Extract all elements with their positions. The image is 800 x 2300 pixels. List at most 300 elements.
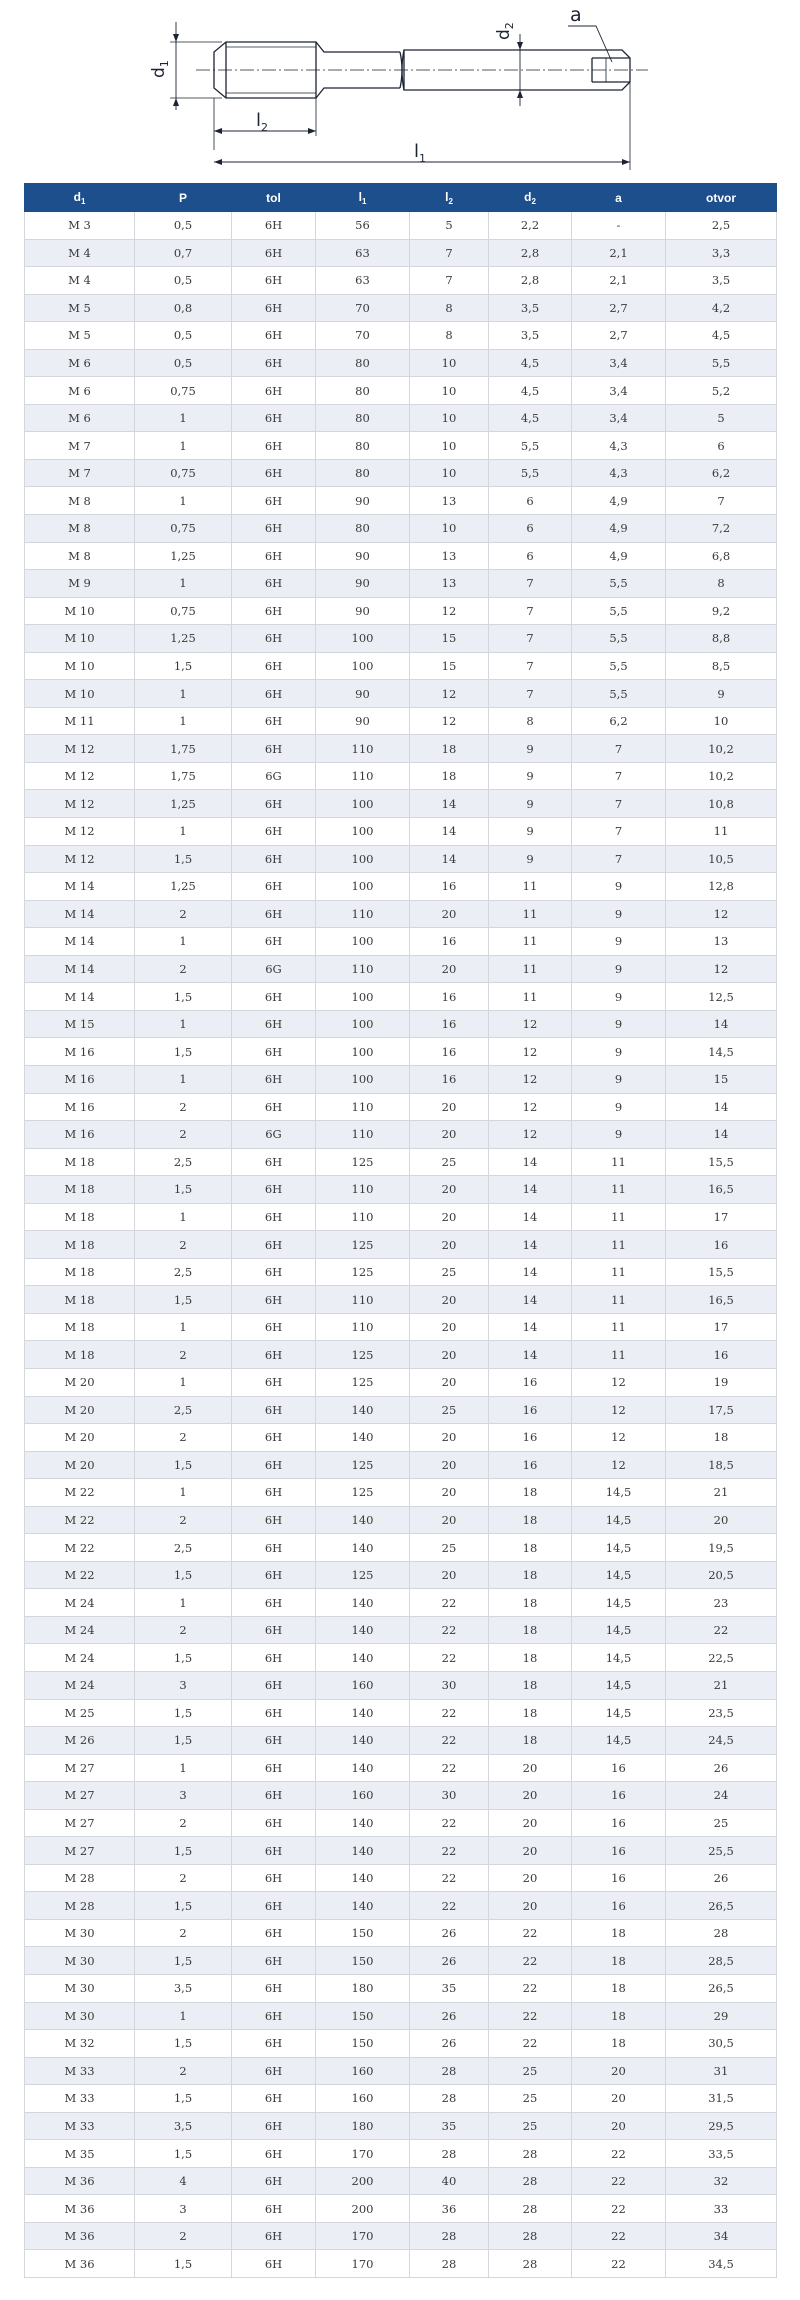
table-row [25, 1644, 777, 1672]
col-pitch-cell: 2,5 [135, 1396, 232, 1424]
col-pitch-cell: 2 [135, 1506, 232, 1534]
col-pitch-cell: 1 [135, 1065, 232, 1093]
col-l1-cell: 80 [316, 459, 410, 487]
col-d2-cell: 14 [489, 1313, 572, 1341]
col-hole-cell: 21 [666, 1479, 777, 1507]
col-a-cell: 9 [572, 1010, 666, 1038]
col-l2-cell: 18 [410, 762, 489, 790]
col-tolerance-cell: 6H [232, 239, 316, 267]
col-pitch-cell: 1,25 [135, 625, 232, 653]
col-d1-cell: M 18 [25, 1176, 135, 1204]
col-tolerance-cell: 6H [232, 1231, 316, 1259]
col-l1-cell: 140 [316, 1699, 410, 1727]
col-l2-cell: 28 [410, 2140, 489, 2168]
col-l2-cell: 26 [410, 2030, 489, 2058]
col-d1-cell: M 6 [25, 377, 135, 405]
col-a-cell: 20 [572, 2057, 666, 2085]
col-l2-cell: 16 [410, 983, 489, 1011]
col-pitch-cell: 1 [135, 1754, 232, 1782]
table-row [25, 1203, 777, 1231]
col-d2-cell: 7 [489, 625, 572, 653]
col-d1-cell: M 20 [25, 1451, 135, 1479]
col-hole-cell: 20,5 [666, 1561, 777, 1589]
col-l1-cell: 150 [316, 1947, 410, 1975]
col-d1-cell: M 33 [25, 2057, 135, 2085]
col-tolerance-cell: 6H [232, 2250, 316, 2278]
col-pitch-cell: 1 [135, 404, 232, 432]
col-d1-cell: M 14 [25, 873, 135, 901]
col-d1-cell: M 5 [25, 294, 135, 322]
col-d2-cell: 11 [489, 928, 572, 956]
col-hole-cell: 31,5 [666, 2085, 777, 2113]
col-l2-cell: 40 [410, 2167, 489, 2195]
col-pitch-cell: 1 [135, 2002, 232, 2030]
col-d2-cell: 20 [489, 1892, 572, 1920]
col-l1-cell: 200 [316, 2167, 410, 2195]
col-pitch-cell: 1 [135, 432, 232, 460]
col-d2-cell: 18 [489, 1671, 572, 1699]
table-row [25, 2222, 777, 2250]
table-row [25, 1864, 777, 1892]
col-hole-cell: 14 [666, 1093, 777, 1121]
col-tolerance-cell: 6H [232, 1975, 316, 2003]
col-pitch-header [135, 184, 232, 212]
col-d1-cell: M 12 [25, 790, 135, 818]
col-pitch-cell: 4 [135, 2167, 232, 2195]
col-a-cell: 20 [572, 2112, 666, 2140]
col-d1-cell: M 18 [25, 1203, 135, 1231]
col-l1-cell: 100 [316, 1010, 410, 1038]
col-pitch-cell: 1 [135, 1203, 232, 1231]
col-d2-cell: 3,5 [489, 294, 572, 322]
col-pitch-cell: 1,5 [135, 1837, 232, 1865]
col-d2-cell: 12 [489, 1121, 572, 1149]
col-pitch-cell: 1,25 [135, 790, 232, 818]
col-d2-cell: 28 [489, 2222, 572, 2250]
col-pitch-cell: 2 [135, 1864, 232, 1892]
col-d2-cell: 2,8 [489, 239, 572, 267]
col-d2-cell: 6 [489, 487, 572, 515]
table-row [25, 1892, 777, 1920]
table-row [25, 1699, 777, 1727]
col-tolerance-cell: 6H [232, 2222, 316, 2250]
col-tolerance-cell: 6H [232, 542, 316, 570]
col-l1-cell: 90 [316, 542, 410, 570]
table-row [25, 212, 777, 240]
col-tolerance-cell: 6H [232, 1919, 316, 1947]
col-l1-cell: 100 [316, 928, 410, 956]
col-d1-cell: M 18 [25, 1231, 135, 1259]
col-l2-cell: 28 [410, 2250, 489, 2278]
table-row [25, 377, 777, 405]
col-d1-header [25, 184, 135, 212]
col-l1-cell: 140 [316, 1616, 410, 1644]
col-tolerance-cell: 6H [232, 1148, 316, 1176]
col-a-cell: 16 [572, 1892, 666, 1920]
header-subscript: 2 [531, 196, 536, 206]
col-l2-cell: 10 [410, 459, 489, 487]
col-a-cell: 11 [572, 1258, 666, 1286]
col-a-cell: 2,1 [572, 267, 666, 295]
table-row [25, 735, 777, 763]
col-d1-cell: M 24 [25, 1589, 135, 1617]
table-row [25, 294, 777, 322]
col-pitch-cell: 3,5 [135, 1975, 232, 2003]
table-row [25, 1975, 777, 2003]
col-d2-cell: 5,5 [489, 432, 572, 460]
col-pitch-cell: 1,5 [135, 2085, 232, 2113]
col-a-cell: 4,9 [572, 515, 666, 543]
col-d1-cell: M 9 [25, 570, 135, 598]
table-row [25, 459, 777, 487]
a-label: a [570, 4, 582, 26]
col-tolerance-cell: 6G [232, 762, 316, 790]
col-l2-cell: 16 [410, 873, 489, 901]
table-row [25, 2085, 777, 2113]
col-a-cell: 14,5 [572, 1506, 666, 1534]
col-d2-cell: 8 [489, 707, 572, 735]
col-d1-cell: M 28 [25, 1892, 135, 1920]
col-l2-cell: 13 [410, 542, 489, 570]
header-label: a [615, 190, 622, 205]
col-pitch-cell: 2 [135, 2057, 232, 2085]
col-pitch-cell: 1,5 [135, 1176, 232, 1204]
col-d2-header [489, 184, 572, 212]
col-l1-cell: 110 [316, 1121, 410, 1149]
col-d2-cell: 20 [489, 1809, 572, 1837]
header-label: tol [266, 190, 281, 205]
col-hole-cell: 14,5 [666, 1038, 777, 1066]
col-d2-cell: 11 [489, 873, 572, 901]
table-row [25, 1479, 777, 1507]
col-l1-cell: 125 [316, 1368, 410, 1396]
col-d2-cell: 14 [489, 1258, 572, 1286]
col-pitch-cell: 2 [135, 1919, 232, 1947]
col-hole-cell: 24 [666, 1782, 777, 1810]
col-l1-cell: 100 [316, 818, 410, 846]
col-d1-cell: M 12 [25, 845, 135, 873]
col-d1-cell: M 10 [25, 597, 135, 625]
col-hole-cell: 33 [666, 2195, 777, 2223]
col-l2-cell: 22 [410, 1809, 489, 1837]
col-l1-cell: 90 [316, 597, 410, 625]
table-row [25, 983, 777, 1011]
col-l2-cell: 26 [410, 1947, 489, 1975]
col-l2-cell: 28 [410, 2057, 489, 2085]
table-row [25, 1534, 777, 1562]
table-row [25, 900, 777, 928]
col-d2-cell: 11 [489, 900, 572, 928]
col-hole-cell: 17 [666, 1313, 777, 1341]
col-d1-cell: M 26 [25, 1727, 135, 1755]
table-row [25, 570, 777, 598]
col-hole-cell: 13 [666, 928, 777, 956]
col-tolerance-cell: 6H [232, 1727, 316, 1755]
col-a-cell: 9 [572, 873, 666, 901]
col-d2-cell: 12 [489, 1093, 572, 1121]
col-d2-cell: 20 [489, 1754, 572, 1782]
col-pitch-cell: 1,5 [135, 1727, 232, 1755]
col-tolerance-cell: 6H [232, 377, 316, 405]
col-d1-cell: M 27 [25, 1809, 135, 1837]
col-l2-cell: 28 [410, 2222, 489, 2250]
col-l1-cell: 160 [316, 1782, 410, 1810]
col-l1-cell: 140 [316, 1424, 410, 1452]
col-l1-cell: 125 [316, 1479, 410, 1507]
col-tolerance-cell: 6H [232, 1782, 316, 1810]
col-l2-cell: 12 [410, 680, 489, 708]
col-l2-cell: 5 [410, 212, 489, 240]
col-pitch-cell: 1 [135, 818, 232, 846]
l1-label: $l_1$ [414, 141, 427, 165]
col-d2-cell: 22 [489, 1947, 572, 1975]
table-row [25, 1616, 777, 1644]
col-hole-cell: 23,5 [666, 1699, 777, 1727]
col-d1-cell: M 22 [25, 1506, 135, 1534]
col-l1-cell: 110 [316, 1286, 410, 1314]
col-d2-cell: 16 [489, 1368, 572, 1396]
table-row [25, 707, 777, 735]
col-d2-cell: 2,8 [489, 267, 572, 295]
col-l1-cell: 140 [316, 1727, 410, 1755]
col-pitch-cell: 3 [135, 2195, 232, 2223]
col-d1-cell: M 10 [25, 652, 135, 680]
col-a-cell: 20 [572, 2085, 666, 2113]
col-tolerance-cell: 6H [232, 212, 316, 240]
table-row [25, 1368, 777, 1396]
col-hole-cell: 24,5 [666, 1727, 777, 1755]
col-pitch-cell: 1 [135, 1589, 232, 1617]
col-d1-cell: M 14 [25, 900, 135, 928]
col-d1-cell: M 28 [25, 1864, 135, 1892]
col-tolerance-cell: 6H [232, 515, 316, 543]
col-l1-cell: 160 [316, 1671, 410, 1699]
col-a-cell: 3,4 [572, 404, 666, 432]
col-a-cell: 2,1 [572, 239, 666, 267]
col-a-cell: 11 [572, 1176, 666, 1204]
col-tolerance-cell: 6H [232, 1368, 316, 1396]
col-hole-cell: 17 [666, 1203, 777, 1231]
col-l2-cell: 20 [410, 1121, 489, 1149]
table-row [25, 652, 777, 680]
col-l2-cell: 20 [410, 1093, 489, 1121]
col-d1-cell: M 3 [25, 212, 135, 240]
col-d1-cell: M 8 [25, 487, 135, 515]
col-hole-cell: 12 [666, 955, 777, 983]
table-row [25, 680, 777, 708]
col-pitch-cell: 1 [135, 707, 232, 735]
col-hole-cell: 25 [666, 1809, 777, 1837]
col-l2-cell: 16 [410, 1065, 489, 1093]
col-d1-cell: M 25 [25, 1699, 135, 1727]
col-tolerance-cell: 6H [232, 625, 316, 653]
col-pitch-cell: 1,5 [135, 2250, 232, 2278]
col-d2-cell: 7 [489, 597, 572, 625]
col-l2-cell: 14 [410, 845, 489, 873]
col-l2-cell: 22 [410, 1837, 489, 1865]
col-pitch-cell: 1,5 [135, 2140, 232, 2168]
col-d2-cell: 7 [489, 570, 572, 598]
header-label: P [178, 190, 187, 205]
col-l1-cell: 140 [316, 1534, 410, 1562]
col-l1-cell: 100 [316, 790, 410, 818]
table-row [25, 1589, 777, 1617]
col-a-cell: 7 [572, 845, 666, 873]
col-l2-cell: 22 [410, 1699, 489, 1727]
col-d2-cell: 25 [489, 2085, 572, 2113]
col-d1-cell: M 35 [25, 2140, 135, 2168]
col-l1-cell: 140 [316, 1892, 410, 1920]
col-l2-cell: 26 [410, 2002, 489, 2030]
col-a-cell: 5,5 [572, 570, 666, 598]
table-row [25, 1809, 777, 1837]
col-hole-cell: 26,5 [666, 1892, 777, 1920]
col-tolerance-cell: 6H [232, 790, 316, 818]
col-d1-cell: M 4 [25, 239, 135, 267]
col-d2-cell: 20 [489, 1837, 572, 1865]
col-tolerance-cell: 6H [232, 2167, 316, 2195]
col-tolerance-cell: 6H [232, 597, 316, 625]
col-l1-cell: 63 [316, 267, 410, 295]
col-d2-cell: 14 [489, 1203, 572, 1231]
col-a-cell: 14,5 [572, 1616, 666, 1644]
col-d2-cell: 20 [489, 1864, 572, 1892]
col-l1-cell: 140 [316, 1396, 410, 1424]
table-row [25, 1727, 777, 1755]
col-pitch-cell: 0,75 [135, 515, 232, 543]
table-row [25, 2195, 777, 2223]
col-a-cell: 5,5 [572, 597, 666, 625]
col-l1-cell: 170 [316, 2250, 410, 2278]
col-pitch-cell: 2 [135, 955, 232, 983]
col-d2-cell: 9 [489, 845, 572, 873]
col-a-cell: 7 [572, 735, 666, 763]
a-leader-line [568, 26, 612, 62]
col-a-cell: 11 [572, 1203, 666, 1231]
col-tolerance-cell: 6H [232, 349, 316, 377]
col-d2-cell: 11 [489, 983, 572, 1011]
col-hole-cell: 7 [666, 487, 777, 515]
table-row [25, 597, 777, 625]
col-tolerance-cell: 6H [232, 1671, 316, 1699]
col-d1-cell: M 4 [25, 267, 135, 295]
col-l1-cell: 63 [316, 239, 410, 267]
col-hole-cell: 10,8 [666, 790, 777, 818]
col-tolerance-cell: 6H [232, 1644, 316, 1672]
col-l1-cell: 90 [316, 680, 410, 708]
d1-label: $d_1$ [149, 60, 171, 78]
col-a-cell: 11 [572, 1231, 666, 1259]
col-hole-cell: 15,5 [666, 1258, 777, 1286]
col-l2-cell: 12 [410, 707, 489, 735]
table-row [25, 542, 777, 570]
col-a-cell: 4,3 [572, 459, 666, 487]
col-a-header [572, 184, 666, 212]
col-hole-cell: 26 [666, 1754, 777, 1782]
col-l1-cell: 200 [316, 2195, 410, 2223]
col-d2-cell: 9 [489, 790, 572, 818]
col-l2-cell: 20 [410, 1451, 489, 1479]
col-l2-cell: 25 [410, 1396, 489, 1424]
col-d1-cell: M 12 [25, 735, 135, 763]
col-hole-header [666, 184, 777, 212]
col-hole-cell: 30,5 [666, 2030, 777, 2058]
col-tolerance-cell: 6H [232, 1534, 316, 1562]
col-d1-cell: M 12 [25, 762, 135, 790]
col-tolerance-cell: 6H [232, 1396, 316, 1424]
table-row [25, 1121, 777, 1149]
col-l1-cell: 70 [316, 322, 410, 350]
col-l2-cell: 7 [410, 267, 489, 295]
col-a-cell: 14,5 [572, 1479, 666, 1507]
col-pitch-cell: 3 [135, 1671, 232, 1699]
col-tolerance-cell: 6G [232, 1121, 316, 1149]
col-d1-cell: M 30 [25, 2002, 135, 2030]
table-row [25, 1341, 777, 1369]
col-a-cell: 9 [572, 955, 666, 983]
col-l2-cell: 20 [410, 1506, 489, 1534]
col-a-cell: 12 [572, 1396, 666, 1424]
table-row [25, 1065, 777, 1093]
col-tolerance-cell: 6H [232, 1424, 316, 1452]
col-hole-cell: 2,5 [666, 212, 777, 240]
col-l1-cell: 100 [316, 625, 410, 653]
col-l1-cell: 125 [316, 1451, 410, 1479]
col-pitch-cell: 1,5 [135, 1892, 232, 1920]
col-d2-cell: 28 [489, 2250, 572, 2278]
col-d1-cell: M 6 [25, 404, 135, 432]
col-pitch-cell: 1 [135, 1313, 232, 1341]
col-d2-cell: 5,5 [489, 459, 572, 487]
table-row [25, 873, 777, 901]
col-d1-cell: M 22 [25, 1534, 135, 1562]
col-hole-cell: 11 [666, 818, 777, 846]
col-a-cell: 2,7 [572, 294, 666, 322]
col-tolerance-cell: 6H [232, 2140, 316, 2168]
col-a-cell: 3,4 [572, 349, 666, 377]
col-tolerance-cell: 6H [232, 2085, 316, 2113]
col-d2-cell: 16 [489, 1424, 572, 1452]
col-d2-cell: 18 [489, 1561, 572, 1589]
col-l2-cell: 22 [410, 1892, 489, 1920]
table-row [25, 2030, 777, 2058]
col-d2-cell: 14 [489, 1286, 572, 1314]
col-a-cell: 7 [572, 790, 666, 818]
col-d1-cell: M 18 [25, 1286, 135, 1314]
col-d2-cell: 16 [489, 1451, 572, 1479]
col-d2-cell: 9 [489, 762, 572, 790]
col-tolerance-cell: 6H [232, 404, 316, 432]
table-row [25, 404, 777, 432]
col-l1-cell: 110 [316, 1203, 410, 1231]
col-d1-cell: M 6 [25, 349, 135, 377]
col-l2-cell: 22 [410, 1616, 489, 1644]
col-d2-cell: 22 [489, 2002, 572, 2030]
col-hole-cell: 28 [666, 1919, 777, 1947]
col-l1-cell: 150 [316, 2002, 410, 2030]
col-a-cell: 4,9 [572, 487, 666, 515]
col-hole-cell: 14 [666, 1121, 777, 1149]
col-tolerance-cell: 6H [232, 267, 316, 295]
col-d2-cell: 14 [489, 1231, 572, 1259]
col-d1-cell: M 15 [25, 1010, 135, 1038]
col-hole-cell: 7,2 [666, 515, 777, 543]
col-d2-cell: 18 [489, 1506, 572, 1534]
col-d1-cell: M 18 [25, 1313, 135, 1341]
col-d2-cell: 14 [489, 1176, 572, 1204]
col-d2-cell: 28 [489, 2195, 572, 2223]
col-hole-cell: 16 [666, 1231, 777, 1259]
